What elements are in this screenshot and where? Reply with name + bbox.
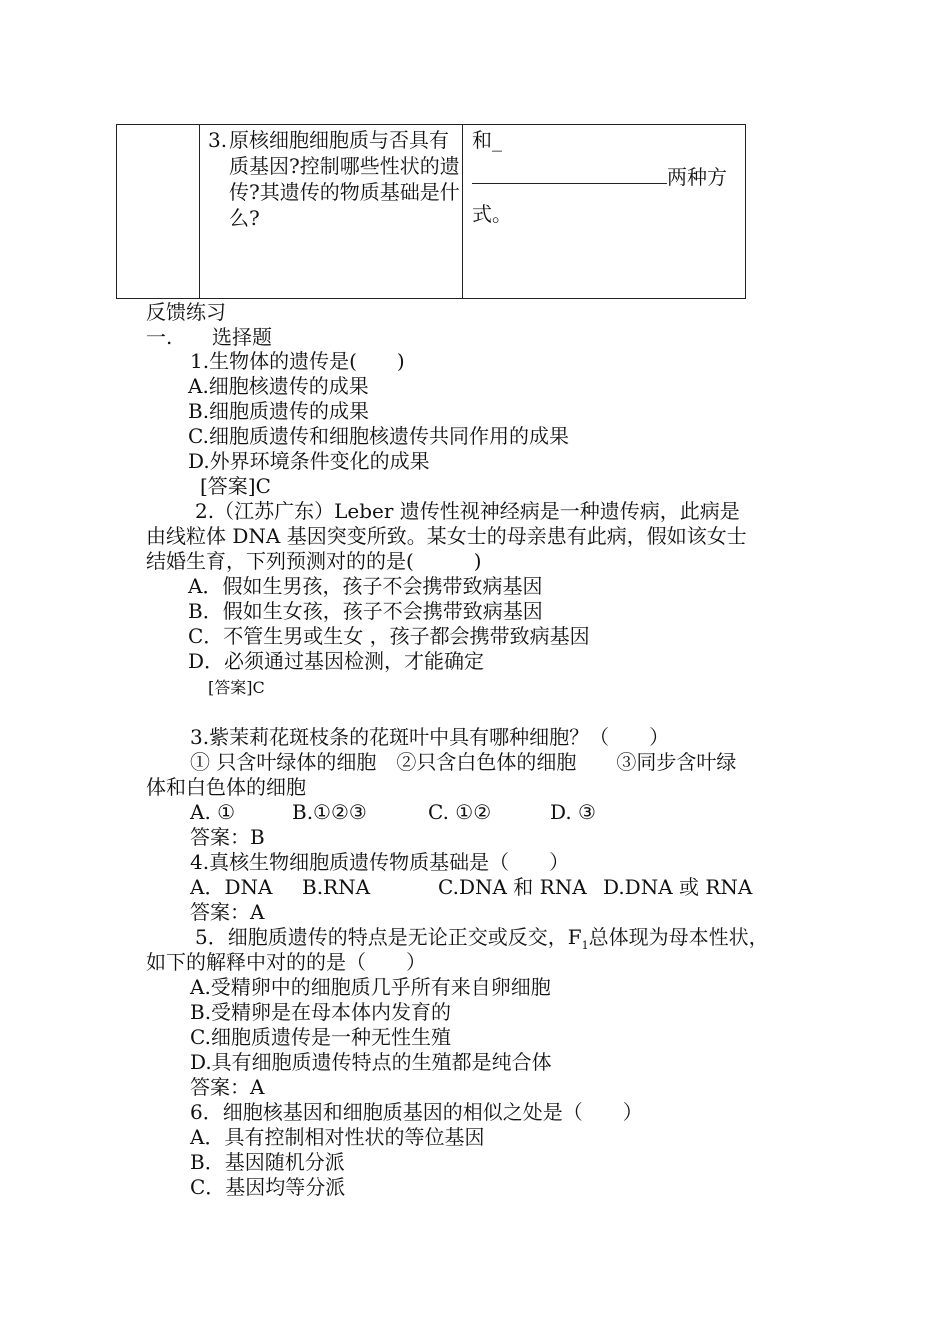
- q2-answer: [答案]C: [208, 678, 265, 697]
- q5-option-d: D.具有细胞质遗传特点的生殖都是纯合体: [190, 1050, 552, 1074]
- q2-option-a: A．假如生男孩，孩子不会携带致病基因: [188, 574, 543, 598]
- question-text: 原核细胞细胞质与否具有质基因?控制哪些性状的遗传?其遗传的物质基础是什么?: [229, 128, 460, 230]
- q1-stem: 1.生物体的遗传是( ): [190, 349, 405, 373]
- q2-stem-line-3: 结婚生育，下列预测对的的是( ): [146, 549, 482, 573]
- q1-option-a: A.细胞核遗传的成果: [188, 374, 369, 398]
- q4-option-b: B.RNA: [302, 875, 371, 899]
- q4-option-d: D.DNA 或 RNA: [603, 875, 753, 899]
- q6-option-a: A．具有控制相对性状的等位基因: [190, 1125, 485, 1149]
- q3-option-d: D. ③: [550, 800, 596, 824]
- q2-stem-line-2: 由线粒体 DNA 基因突变所致。某女士的母亲患有此病，假如该女士: [146, 524, 747, 548]
- q3-answer: 答案：B: [190, 825, 265, 849]
- section-title: 反馈练习: [146, 300, 226, 324]
- q5-option-c: C.细胞质遗传是一种无性生殖: [190, 1025, 451, 1049]
- q2-stem-line-1: 2.（江苏广东）Leber 遗传性视神经病是一种遗传病，此病是: [195, 499, 740, 523]
- part-heading-number: 一.: [146, 325, 173, 349]
- q4-option-c: C.DNA 和 RNA: [438, 875, 587, 899]
- q5-option-b: B.受精卵是在母本体内发育的: [190, 1000, 452, 1024]
- question-number: 3.: [208, 128, 228, 152]
- q1-option-d: D.外界环境条件变化的成果: [188, 449, 430, 473]
- q6-option-c: C．基因均等分派: [190, 1175, 346, 1199]
- q6-option-b: B．基因随机分派: [190, 1150, 345, 1174]
- fill-blank: [472, 163, 667, 184]
- q3-option-b: B.①②③: [292, 800, 367, 824]
- q1-option-c: C.细胞质遗传和细胞核遗传共同作用的成果: [188, 424, 569, 448]
- q2-option-c: C．不管生男或生女 ，孩子都会携带致病基因: [188, 624, 590, 648]
- answer-line-1: 和_: [472, 128, 502, 152]
- q3-choices-line-cont: 体和白色体的细胞: [146, 775, 306, 799]
- part-heading-label: 选择题: [212, 325, 272, 349]
- q2-option-d: D．必须通过基因检测，才能确定: [188, 649, 485, 673]
- q5-stem-text-cont: 总体现为母本性状，: [588, 925, 769, 949]
- q4-stem: 4.真核生物细胞质遗传物质基础是（ ）: [190, 850, 570, 874]
- q5-option-a: A.受精卵中的细胞质几乎所有来自卵细胞: [190, 975, 551, 999]
- q4-answer: 答案：A: [190, 900, 265, 924]
- q3-option-a: A. ①: [190, 800, 236, 824]
- q3-option-c: C. ①②: [428, 800, 492, 824]
- q5-stem-text: 5．细胞质遗传的特点是无论正交或反交，F: [195, 925, 582, 949]
- q3-choices-line: ① 只含叶绿体的细胞 ②只含白色体的细胞 ③同步含叶绿: [190, 750, 737, 774]
- table-divider: [199, 125, 200, 298]
- q6-stem: 6．细胞核基因和细胞质基因的相似之处是（ ）: [190, 1100, 643, 1124]
- answer-line-2-text: 两种方: [667, 165, 727, 189]
- answer-line-3: 式。: [472, 202, 512, 226]
- q1-answer: [答案]C: [200, 474, 271, 498]
- q2-option-b: B．假如生女孩，孩子不会携带致病基因: [188, 599, 543, 623]
- q3-stem: 3.紫茉莉花斑枝条的花斑叶中具有哪种细胞？（ ）: [190, 725, 670, 749]
- question-table: [116, 124, 746, 299]
- q5-answer: 答案：A: [190, 1075, 265, 1099]
- answer-line-2: [472, 163, 727, 190]
- q4-option-a: A．DNA: [190, 875, 273, 899]
- q5-stem-line-2: 如下的解释中对的的是（ ）: [146, 950, 426, 974]
- q1-option-b: B.细胞质遗传的成果: [188, 399, 370, 423]
- q5-stem-subscript: 1: [581, 939, 589, 952]
